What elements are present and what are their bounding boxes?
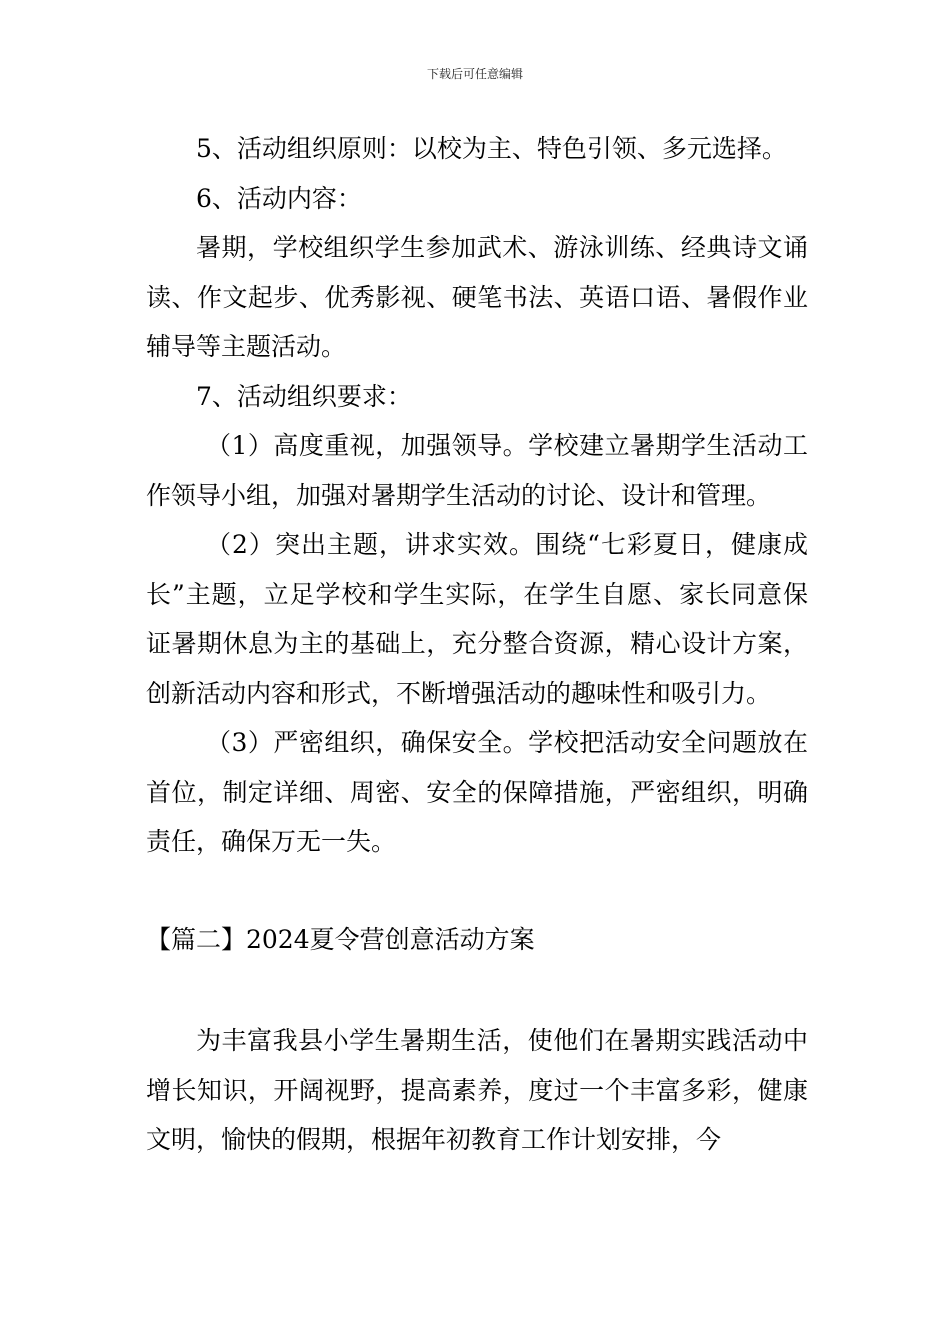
section-title: 【篇二】2024夏令营创意活动方案 bbox=[146, 924, 535, 954]
paragraph-requirement-2: （2）突出主题，讲求实效。围绕“七彩夏日，健康成长”主题，立足学校和学生实际，在学生自愿、家长同意保证暑期休息为主的基础上，充分整合资源，精心设计方案，创新活动内容和形式，不断增强活动的趣味性和吸引力。 bbox=[146, 530, 808, 708]
paragraph-requirement-3: （3）严密组织，确保安全。学校把活动安全问题放在首位，制定详细、周密、安全的保障措施，严密组织，明确责任，确保万无一失。 bbox=[146, 728, 808, 856]
paragraph-activity-requirements-heading: 7、活动组织要求： bbox=[196, 381, 412, 411]
paragraph-activity-content: 暑期，学校组织学生参加武术、游泳训练、经典诗文诵读、作文起步、优秀影视、硬笔书法、英语口语、暑假作业辅导等主题活动。 bbox=[146, 233, 808, 361]
paragraph-activity-principle: 5、活动组织原则：以校为主、特色引领、多元选择。 bbox=[196, 134, 787, 163]
paragraph-activity-content-heading: 6、活动内容： bbox=[196, 183, 362, 213]
paragraph-requirement-1: （1）高度重视，加强领导。学校建立暑期学生活动工作领导小组，加强对暑期学生活动的讨论、设计和管理。 bbox=[146, 431, 808, 510]
document-body bbox=[146, 124, 808, 1165]
page-header-note: 下载后可任意编辑 bbox=[426, 67, 523, 81]
paragraph-intro: 为丰富我县小学生暑期生活，使他们在暑期实践活动中增长知识，开阔视野，提高素养，度过一个丰富多彩，健康文明，愉快的假期，根据年初教育工作计划安排，今 bbox=[146, 1026, 808, 1154]
